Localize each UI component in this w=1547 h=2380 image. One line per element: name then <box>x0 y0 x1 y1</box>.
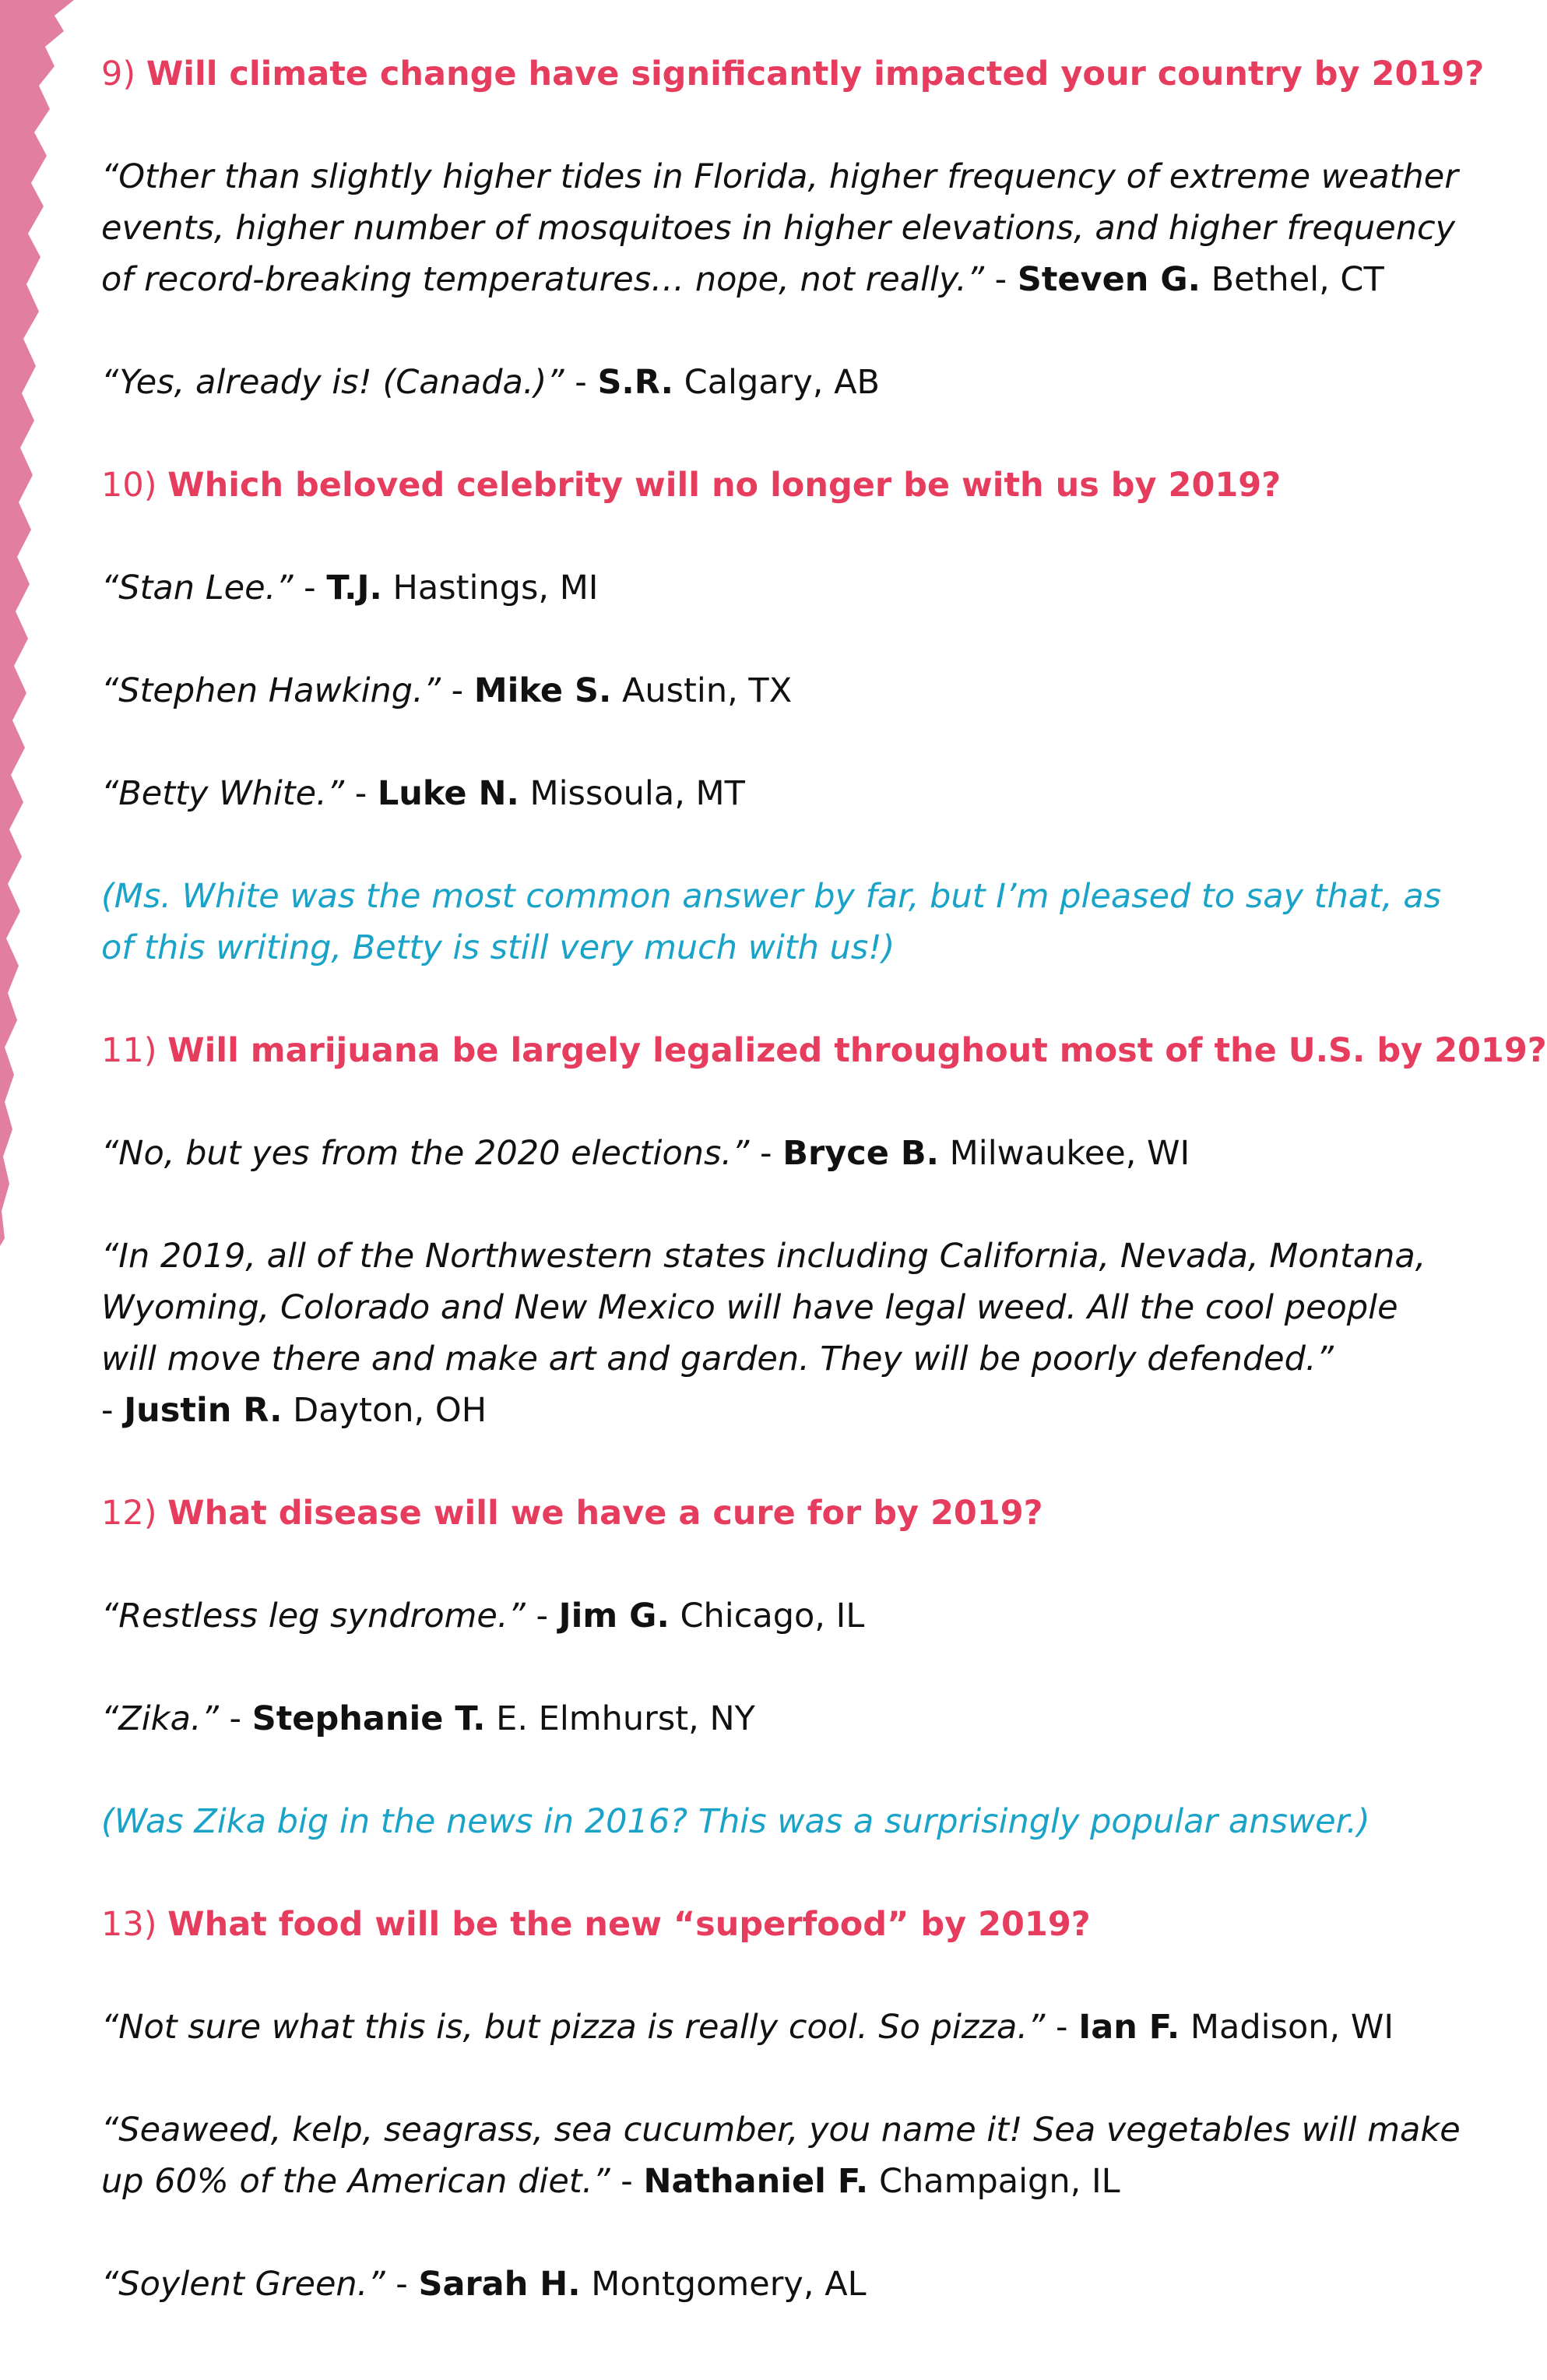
question-heading <box>101 1025 1547 1076</box>
torn-paper-shape <box>0 0 74 1246</box>
respondent-location: Milwaukee, WI <box>938 1134 1190 1173</box>
answer-quote: “Soylent Green.” <box>101 2265 385 2304</box>
respondent-location: Madison, WI <box>1180 2008 1394 2047</box>
question-text: Will marijuana be largely legalized throughout most of the U.S. by 2019? <box>167 1031 1547 1070</box>
attribution-dash: - <box>293 569 327 607</box>
attribution-dash: - <box>218 1699 252 1738</box>
answer <box>101 1128 1495 1179</box>
respondent-location: Champaign, IL <box>868 2162 1120 2201</box>
torn-paper-edge <box>0 0 101 1246</box>
answer <box>101 1230 1495 1436</box>
respondent-location: Missoula, MT <box>519 774 745 813</box>
answer <box>101 665 1495 716</box>
respondent-location: Austin, TX <box>611 671 793 710</box>
question-heading <box>101 1899 1495 1950</box>
question-text: Which beloved celebrity will no longer be with us by 2019? <box>167 466 1282 505</box>
question-heading <box>101 459 1495 511</box>
answer <box>101 2104 1495 2207</box>
answer-line <box>101 1385 1495 1436</box>
respondent-location: Dayton, OH <box>282 1391 487 1430</box>
answer <box>101 151 1495 305</box>
answer-quote: “Stephen Hawking.” <box>101 671 441 710</box>
survey-content <box>101 48 1547 2361</box>
answer <box>101 357 1495 408</box>
respondent-name: Jim G. <box>558 1597 670 1635</box>
question-text: Will climate change have significantly impacted your country by 2019? <box>146 55 1485 93</box>
answer-line <box>101 1693 1495 1745</box>
answer-line <box>101 202 1495 254</box>
answer-quote: “Stan Lee.” <box>101 569 294 607</box>
answer-line <box>101 2259 1495 2310</box>
attribution-dash: - <box>749 1134 783 1173</box>
attribution-dash: - <box>441 671 474 710</box>
answer-line <box>101 2156 1495 2207</box>
respondent-name: Nathaniel F. <box>643 2162 869 2201</box>
answer-line <box>101 562 1495 614</box>
attribution-dash: - <box>101 1391 125 1430</box>
respondent-name: T.J. <box>326 569 382 607</box>
answer-line <box>101 357 1495 408</box>
question-number: 11) <box>101 1031 157 1070</box>
answer-quote: “Zika.” <box>101 1699 219 1738</box>
question-number: 9) <box>101 55 136 93</box>
answer-quote: “Betty White.” <box>101 774 345 813</box>
answer-quote: “Not sure what this is, but pizza is really cool. So pizza.” <box>101 2008 1046 2047</box>
respondent-name: Ian F. <box>1078 2008 1180 2047</box>
respondent-location: Calgary, AB <box>673 363 881 402</box>
respondent-location: Montgomery, AL <box>580 2265 867 2304</box>
answer-line <box>101 1333 1495 1385</box>
answer-quote: “No, but yes from the 2020 elections.” <box>101 1134 750 1173</box>
answer-line <box>101 254 1495 305</box>
respondent-name: Stephanie T. <box>251 1699 486 1738</box>
respondent-name: S.R. <box>597 363 673 402</box>
note-line: of this writing, Betty is still very much with us!) <box>101 928 895 967</box>
answer <box>101 2259 1495 2310</box>
question-section <box>101 1488 1495 1847</box>
answer-line <box>101 768 1495 819</box>
answer-line <box>101 2002 1495 2053</box>
question-text: What disease will we have a cure for by 2019? <box>167 1494 1043 1533</box>
respondent-name: Mike S. <box>473 671 612 710</box>
answer-quote: “In 2019, all of the Northwestern states including California, Nevada, Montana, <box>101 1237 1426 1276</box>
answer <box>101 1693 1495 1745</box>
answer <box>101 768 1495 819</box>
question-section <box>101 48 1495 408</box>
respondent-name: Justin R. <box>124 1391 283 1430</box>
answer <box>101 562 1495 614</box>
question-heading <box>101 1488 1495 1539</box>
question-number: 10) <box>101 466 157 505</box>
respondent-location: E. Elmhurst, NY <box>485 1699 755 1738</box>
answer-quote: up 60% of the American diet.” <box>101 2162 610 2201</box>
answer-quote: “Other than slightly higher tides in Florida, higher frequency of extreme weather <box>101 157 1458 196</box>
respondent-name: Luke N. <box>377 774 519 813</box>
answer-quote: events, higher number of mosquitoes in higher elevations, and higher frequency <box>101 209 1456 248</box>
answer-quote: “Restless leg syndrome.” <box>101 1597 526 1635</box>
editor-note <box>101 871 1495 973</box>
note-line: (Ms. White was the most common answer by far, but I’m pleased to say that, as <box>101 877 1442 916</box>
attribution-dash: - <box>564 363 598 402</box>
answer-quote: of record-breaking temperatures… nope, not really.” <box>101 260 984 299</box>
answer-quote: will move there and make art and garden. They will be poorly defended.” <box>101 1340 1334 1378</box>
answer-line <box>101 1282 1495 1333</box>
attribution-dash: - <box>344 774 378 813</box>
attribution-dash: - <box>984 260 1018 299</box>
attribution-dash: - <box>610 2162 644 2201</box>
answer <box>101 2002 1495 2053</box>
respondent-location: Bethel, CT <box>1200 260 1384 299</box>
answer-line <box>101 2104 1495 2156</box>
question-heading <box>101 48 1495 100</box>
answer <box>101 1590 1495 1642</box>
answer-line <box>101 151 1495 202</box>
answer-line <box>101 1590 1495 1642</box>
respondent-name: Steven G. <box>1017 260 1201 299</box>
respondent-name: Bryce B. <box>782 1134 939 1173</box>
question-number: 13) <box>101 1905 157 1944</box>
respondent-location: Hastings, MI <box>381 569 599 607</box>
question-section <box>101 1025 1547 1436</box>
answer-line <box>101 665 1495 716</box>
attribution-dash: - <box>385 2265 419 2304</box>
answer-line <box>101 1230 1495 1282</box>
respondent-name: Sarah H. <box>418 2265 581 2304</box>
answer-line <box>101 1128 1495 1179</box>
note-line: (Was Zika big in the news in 2016? This was a surprisingly popular answer.) <box>101 1802 1370 1841</box>
attribution-dash: - <box>525 1597 559 1635</box>
attribution-dash: - <box>1045 2008 1079 2047</box>
answer-quote: “Yes, already is! (Canada.)” <box>101 363 564 402</box>
answer-quote: “Seaweed, kelp, seagrass, sea cucumber, you name it! Sea vegetables will make <box>101 2111 1461 2149</box>
question-section <box>101 459 1495 973</box>
question-number: 12) <box>101 1494 157 1533</box>
editor-note <box>101 1796 1495 1847</box>
respondent-location: Chicago, IL <box>669 1597 865 1635</box>
answer-quote: Wyoming, Colorado and New Mexico will have legal weed. All the cool people <box>101 1288 1398 1327</box>
question-text: What food will be the new “superfood” by 2019? <box>167 1905 1091 1944</box>
question-section <box>101 1899 1495 2310</box>
